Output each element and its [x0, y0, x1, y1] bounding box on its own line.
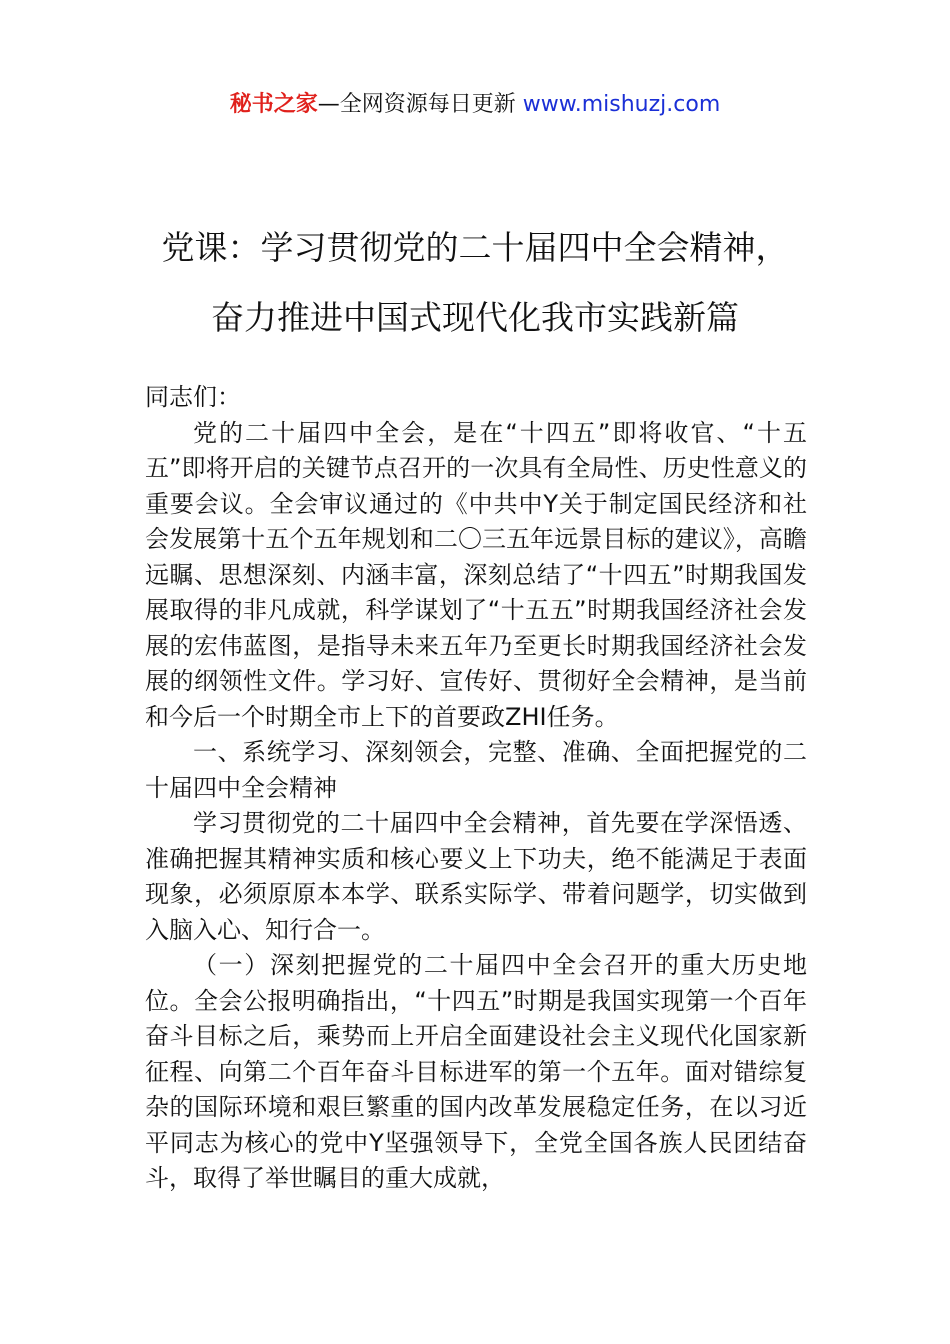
paragraph-subsection-1: （一）深刻把握党的二十届四中全会召开的重大历史地位。全会公报明确指出，“十四五”时期是我国实现第一个百年奋斗目标之后，乘势而上开启全面建设社会主义现代化国家新征程、向第二个百年奋斗目标进军的第一个五年。面对错综复杂的国际环境和艰巨繁重的国内改革发展稳定任务，在以习近平同志为核心的党中Y坚强领导下，全党全国各族人民团结奋斗，取得了举世瞩目的重大成就，	[145, 951, 807, 1192]
paragraph-intro: 党的二十届四中全会，是在“十四五”即将收官、“十五五”即将开启的关键节点召开的一次具有全局性、历史性意义的重要会议。全会审议通过的《中共中Y关于制定国民经济和社会发展第十五个五年规划和二〇三五年远景目标的建议》，高瞻远瞩、思想深刻、内涵丰富，深刻总结了“十四五”时期我国发展取得的非凡成就，科学谋划了“十五五”时期我国经济社会发展的宏伟蓝图，是指导未来五年乃至更长时期我国经济社会发展的纲领性文件。学习好、宣传好、贯彻好全会精神，是当前和今后一个时期全市上下的首要政ZHI任务。	[145, 418, 807, 731]
site-url-link[interactable]: www.mishuzj.com	[522, 92, 721, 117]
salutation: 同志们：	[145, 383, 241, 411]
site-brand: 秘书之家	[229, 92, 318, 117]
document-body	[145, 380, 807, 1197]
site-banner	[0, 88, 950, 122]
paragraph-section-1: 学习贯彻党的二十届四中全会精神，首先要在学深悟透、准确把握其精神实质和核心要义上下功夫，绝不能满足于表面现象，必须原原本本学、联系实际学、带着问题学，切实做到入脑入心、知行合一。	[145, 809, 807, 944]
section-heading-1: 一、系统学习、深刻领会，完整、准确、全面把握党的二十届四中全会精神	[145, 738, 807, 802]
document-title-line-1: 党课：学习贯彻党的二十届四中全会精神，	[161, 228, 789, 267]
document-title-line-2: 奋力推进中国式现代化我市实践新篇	[211, 298, 739, 337]
site-slogan: —全网资源每日更新	[317, 92, 523, 117]
